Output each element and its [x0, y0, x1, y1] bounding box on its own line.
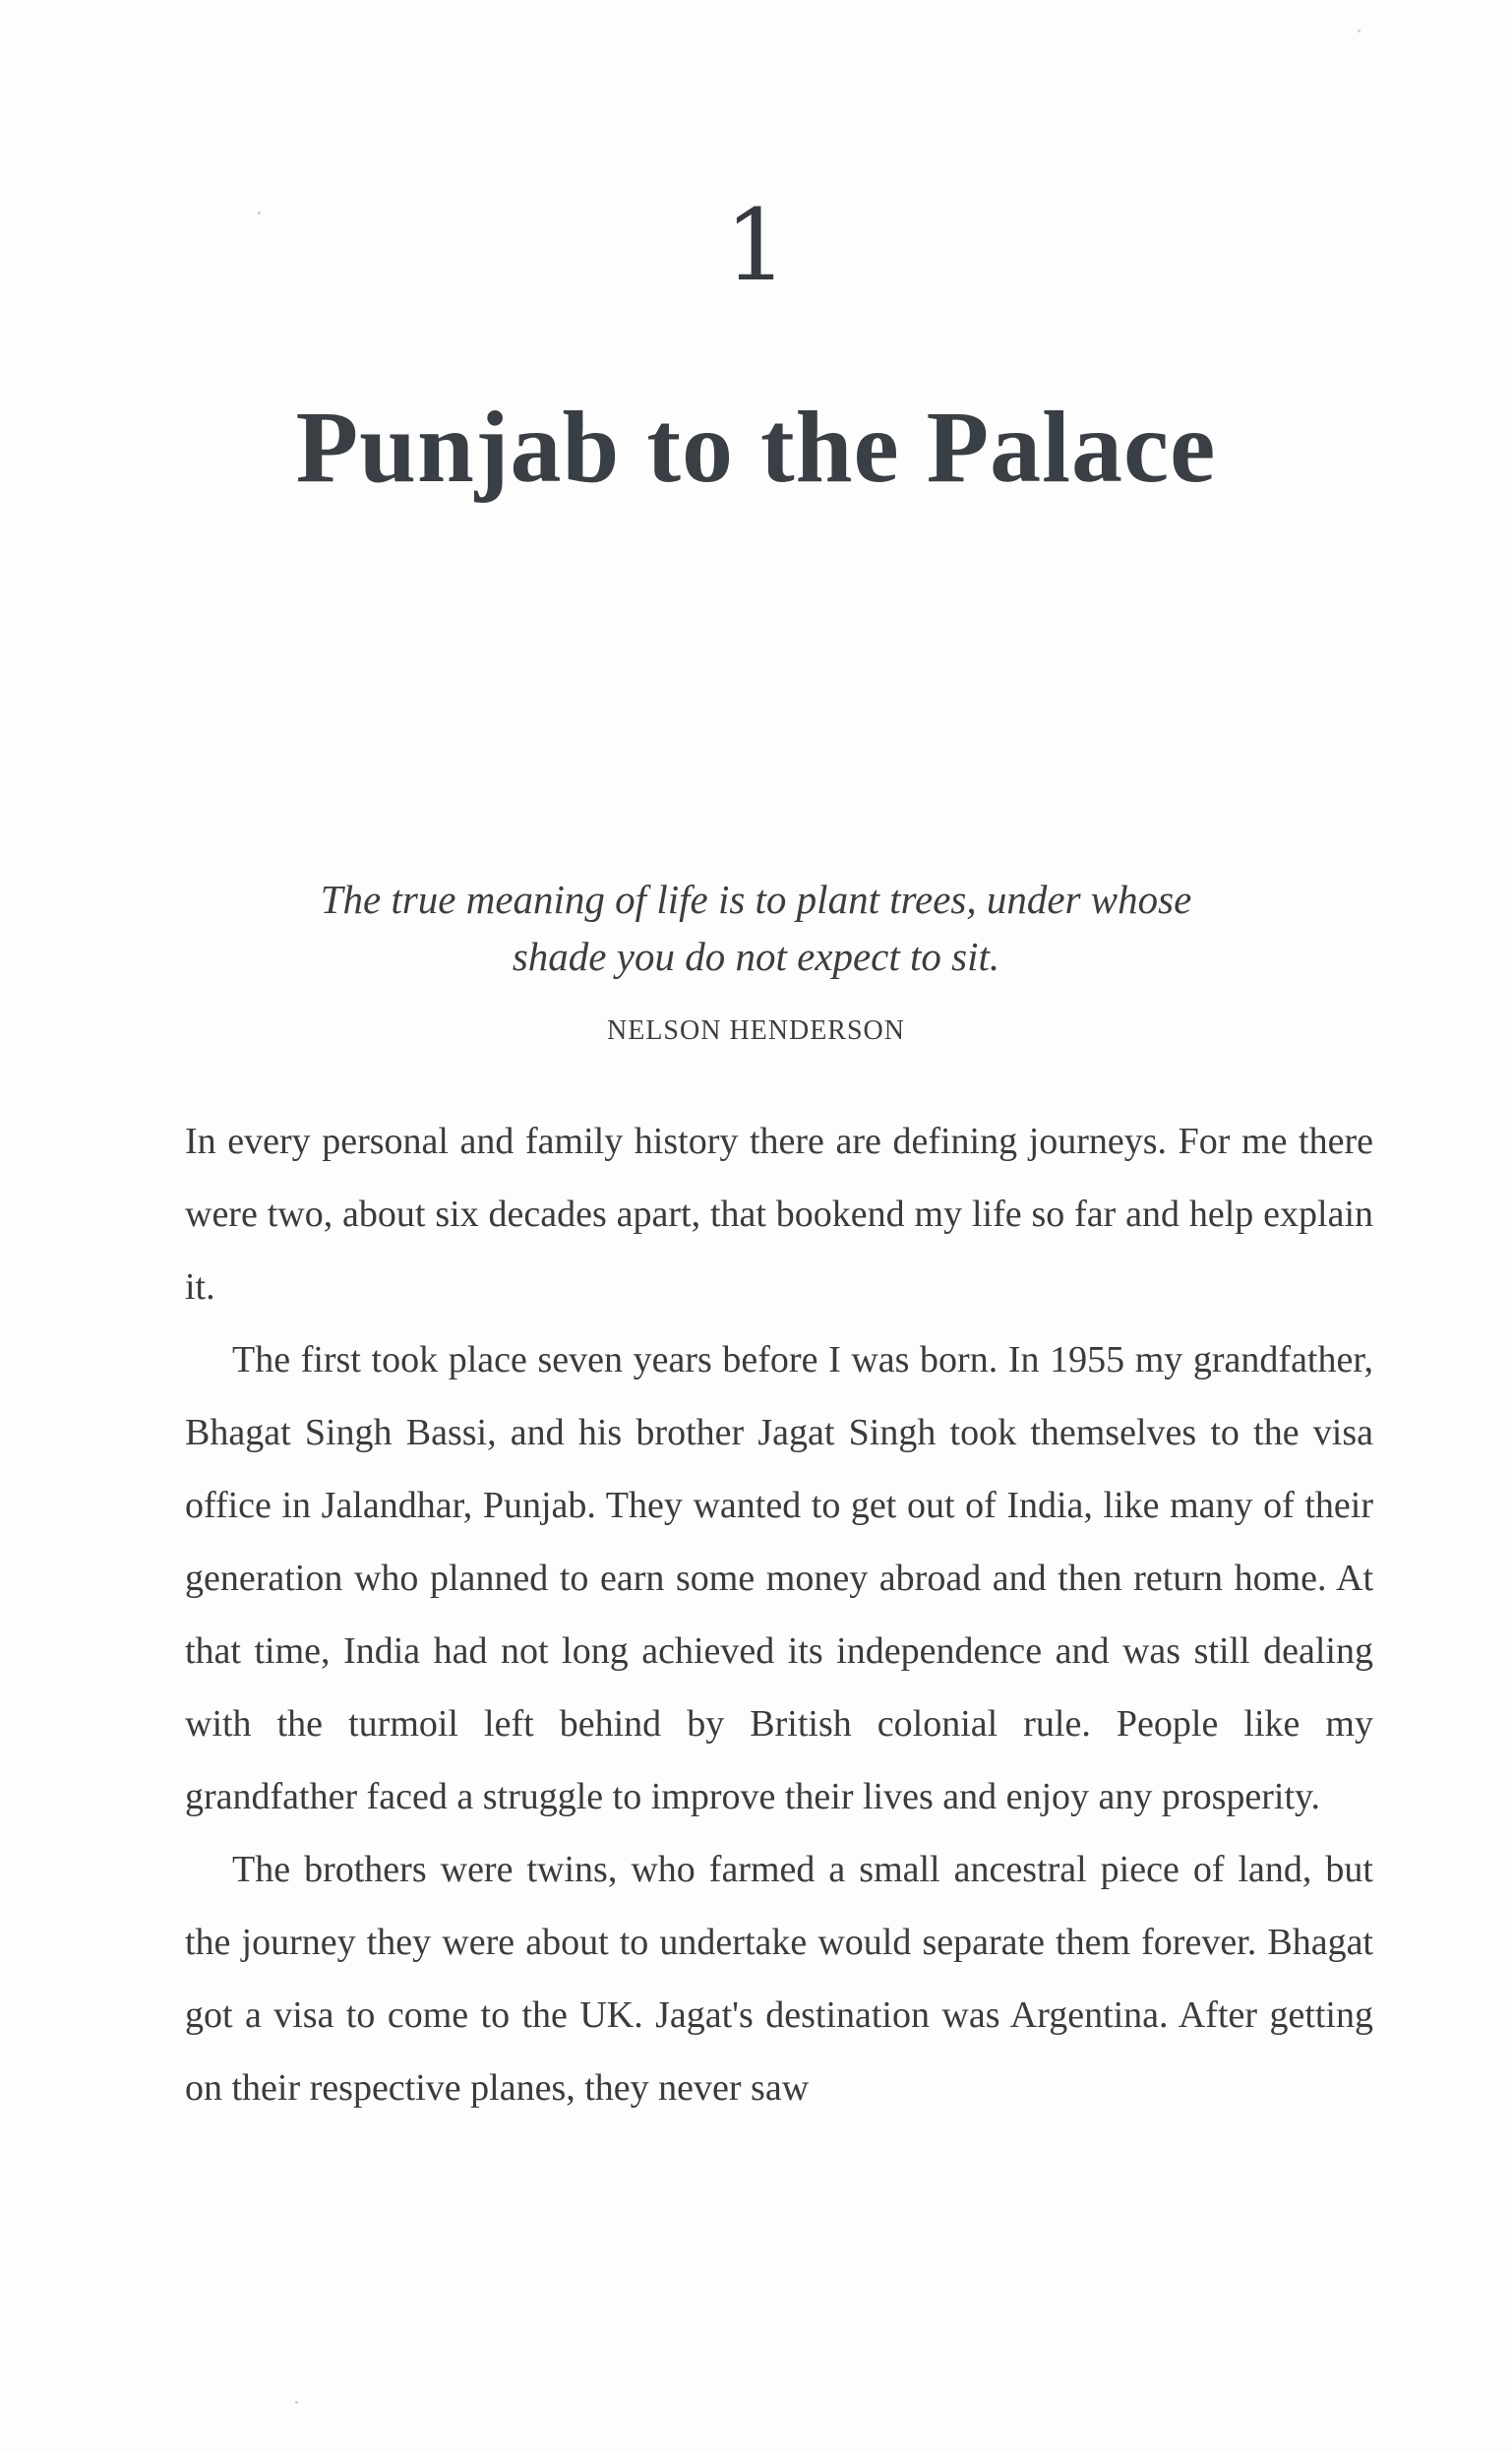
- paragraph-3: The brothers were twins, who farmed a small ancestral piece of land, but the journey they were about to undertake would separate them forever. Bhagat got a visa to come to the UK. Jagat's destination was Argentina. After getting on their respective planes, they never saw: [185, 1849, 1373, 2109]
- epigraph-author: NELSON HENDERSON: [607, 1015, 905, 1046]
- scan-speck: [258, 212, 261, 215]
- epigraph-line-1: The true meaning of life is to plant trees, under whose: [320, 877, 1192, 922]
- chapter-number: 1: [724, 188, 788, 303]
- scan-speck: [1358, 30, 1361, 32]
- epigraph-line-2: shade you do not expect to sit.: [512, 934, 1000, 979]
- body-text: [185, 1105, 1373, 2124]
- scan-speck: [295, 2401, 298, 2404]
- paragraph-2: The first took place seven years before I was born. In 1955 my grandfather, Bhagat Singh Bassi, and his brother Jagat Singh took themselves to the visa office in Jalandhar, Punjab. They wanted to get out of India, like many of their generation who planned to earn some money abroad and then return home. At that time, India had not long achieved its independence and was still dealing with the turmoil left behind by British colonial rule. People like my grandfather faced a struggle to improve their lives and enjoy any prosperity.: [185, 1339, 1373, 1817]
- chapter-title: Punjab to the Palace: [295, 391, 1217, 504]
- epigraph-quote: [0, 871, 1512, 985]
- paragraph-1: In every personal and family history there are defining journeys. For me there were two, about six decades apart, that bookend my life so far and help explain it.: [185, 1121, 1373, 1308]
